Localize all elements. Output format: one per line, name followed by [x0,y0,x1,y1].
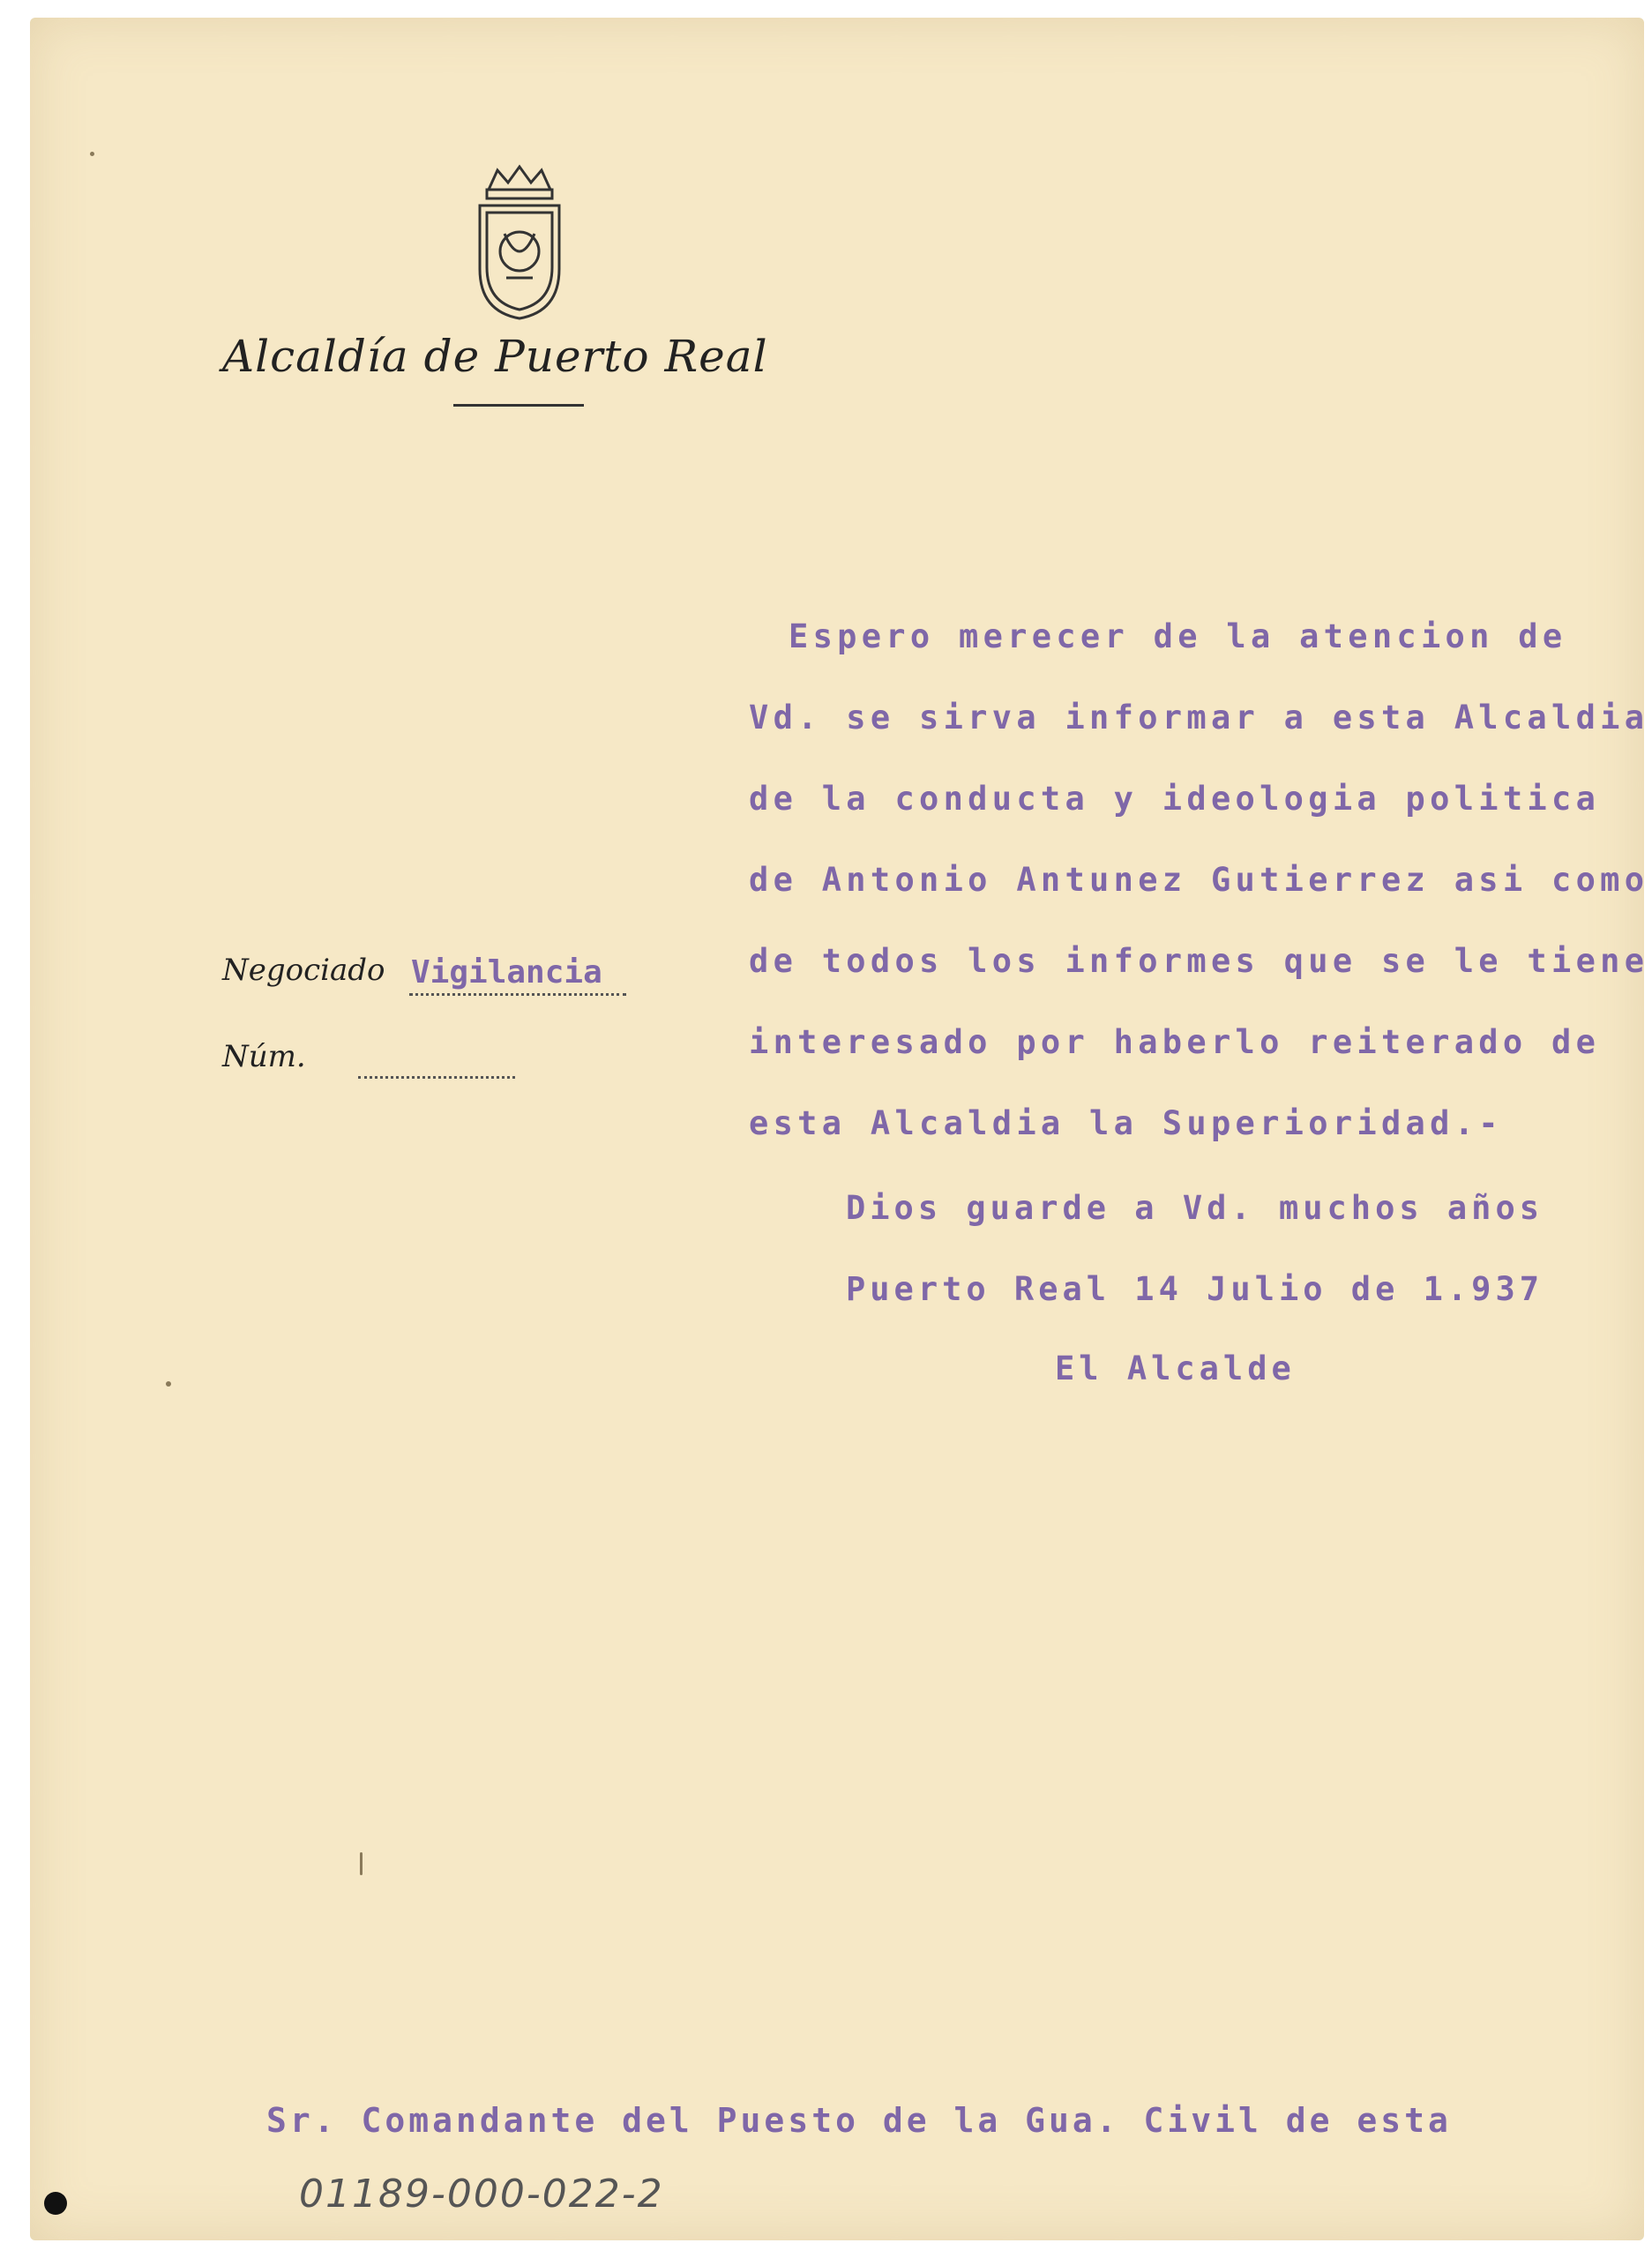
coat-of-arms-icon [471,163,568,322]
closing-signatory: El Alcalde [1055,1350,1296,1387]
num-label: Núm. [222,1039,306,1074]
closing-place-date: Puerto Real 14 Julio de 1.937 [846,1270,1544,1308]
letterhead-underline [453,404,584,407]
letterhead-title: Alcaldía de Puerto Real [222,331,768,382]
archive-code: 01189-000-022-2 [299,2172,664,2217]
body-line: de Antonio Antunez Gutierrez asi como [749,861,1649,899]
negociado-label: Negociado [222,953,385,988]
paper-speck [90,152,94,156]
body-line: Vd. se sirva informar a esta Alcaldia [749,699,1649,736]
negociado-dotted-line [409,993,626,996]
body-line: de todos los informes que se le tiene [749,942,1649,980]
paper-speck [166,1381,171,1387]
body-line: Espero merecer de la atencion de [789,617,1567,655]
num-dotted-line [358,1076,515,1079]
punch-hole [44,2192,67,2215]
document-page [30,18,1649,2240]
body-line: de la conducta y ideologia politica [749,780,1601,818]
body-line: esta Alcaldia la Superioridad.- [749,1104,1503,1142]
body-line: interesado por haberlo reiterado de [749,1023,1601,1061]
paper-mark [360,1852,363,1875]
addressee: Sr. Comandante del Puesto de la Gua. Civil de esta [266,2101,1452,2140]
negociado-value: Vigilancia [411,954,602,991]
closing-salutation: Dios guarde a Vd. muchos años [846,1189,1544,1227]
